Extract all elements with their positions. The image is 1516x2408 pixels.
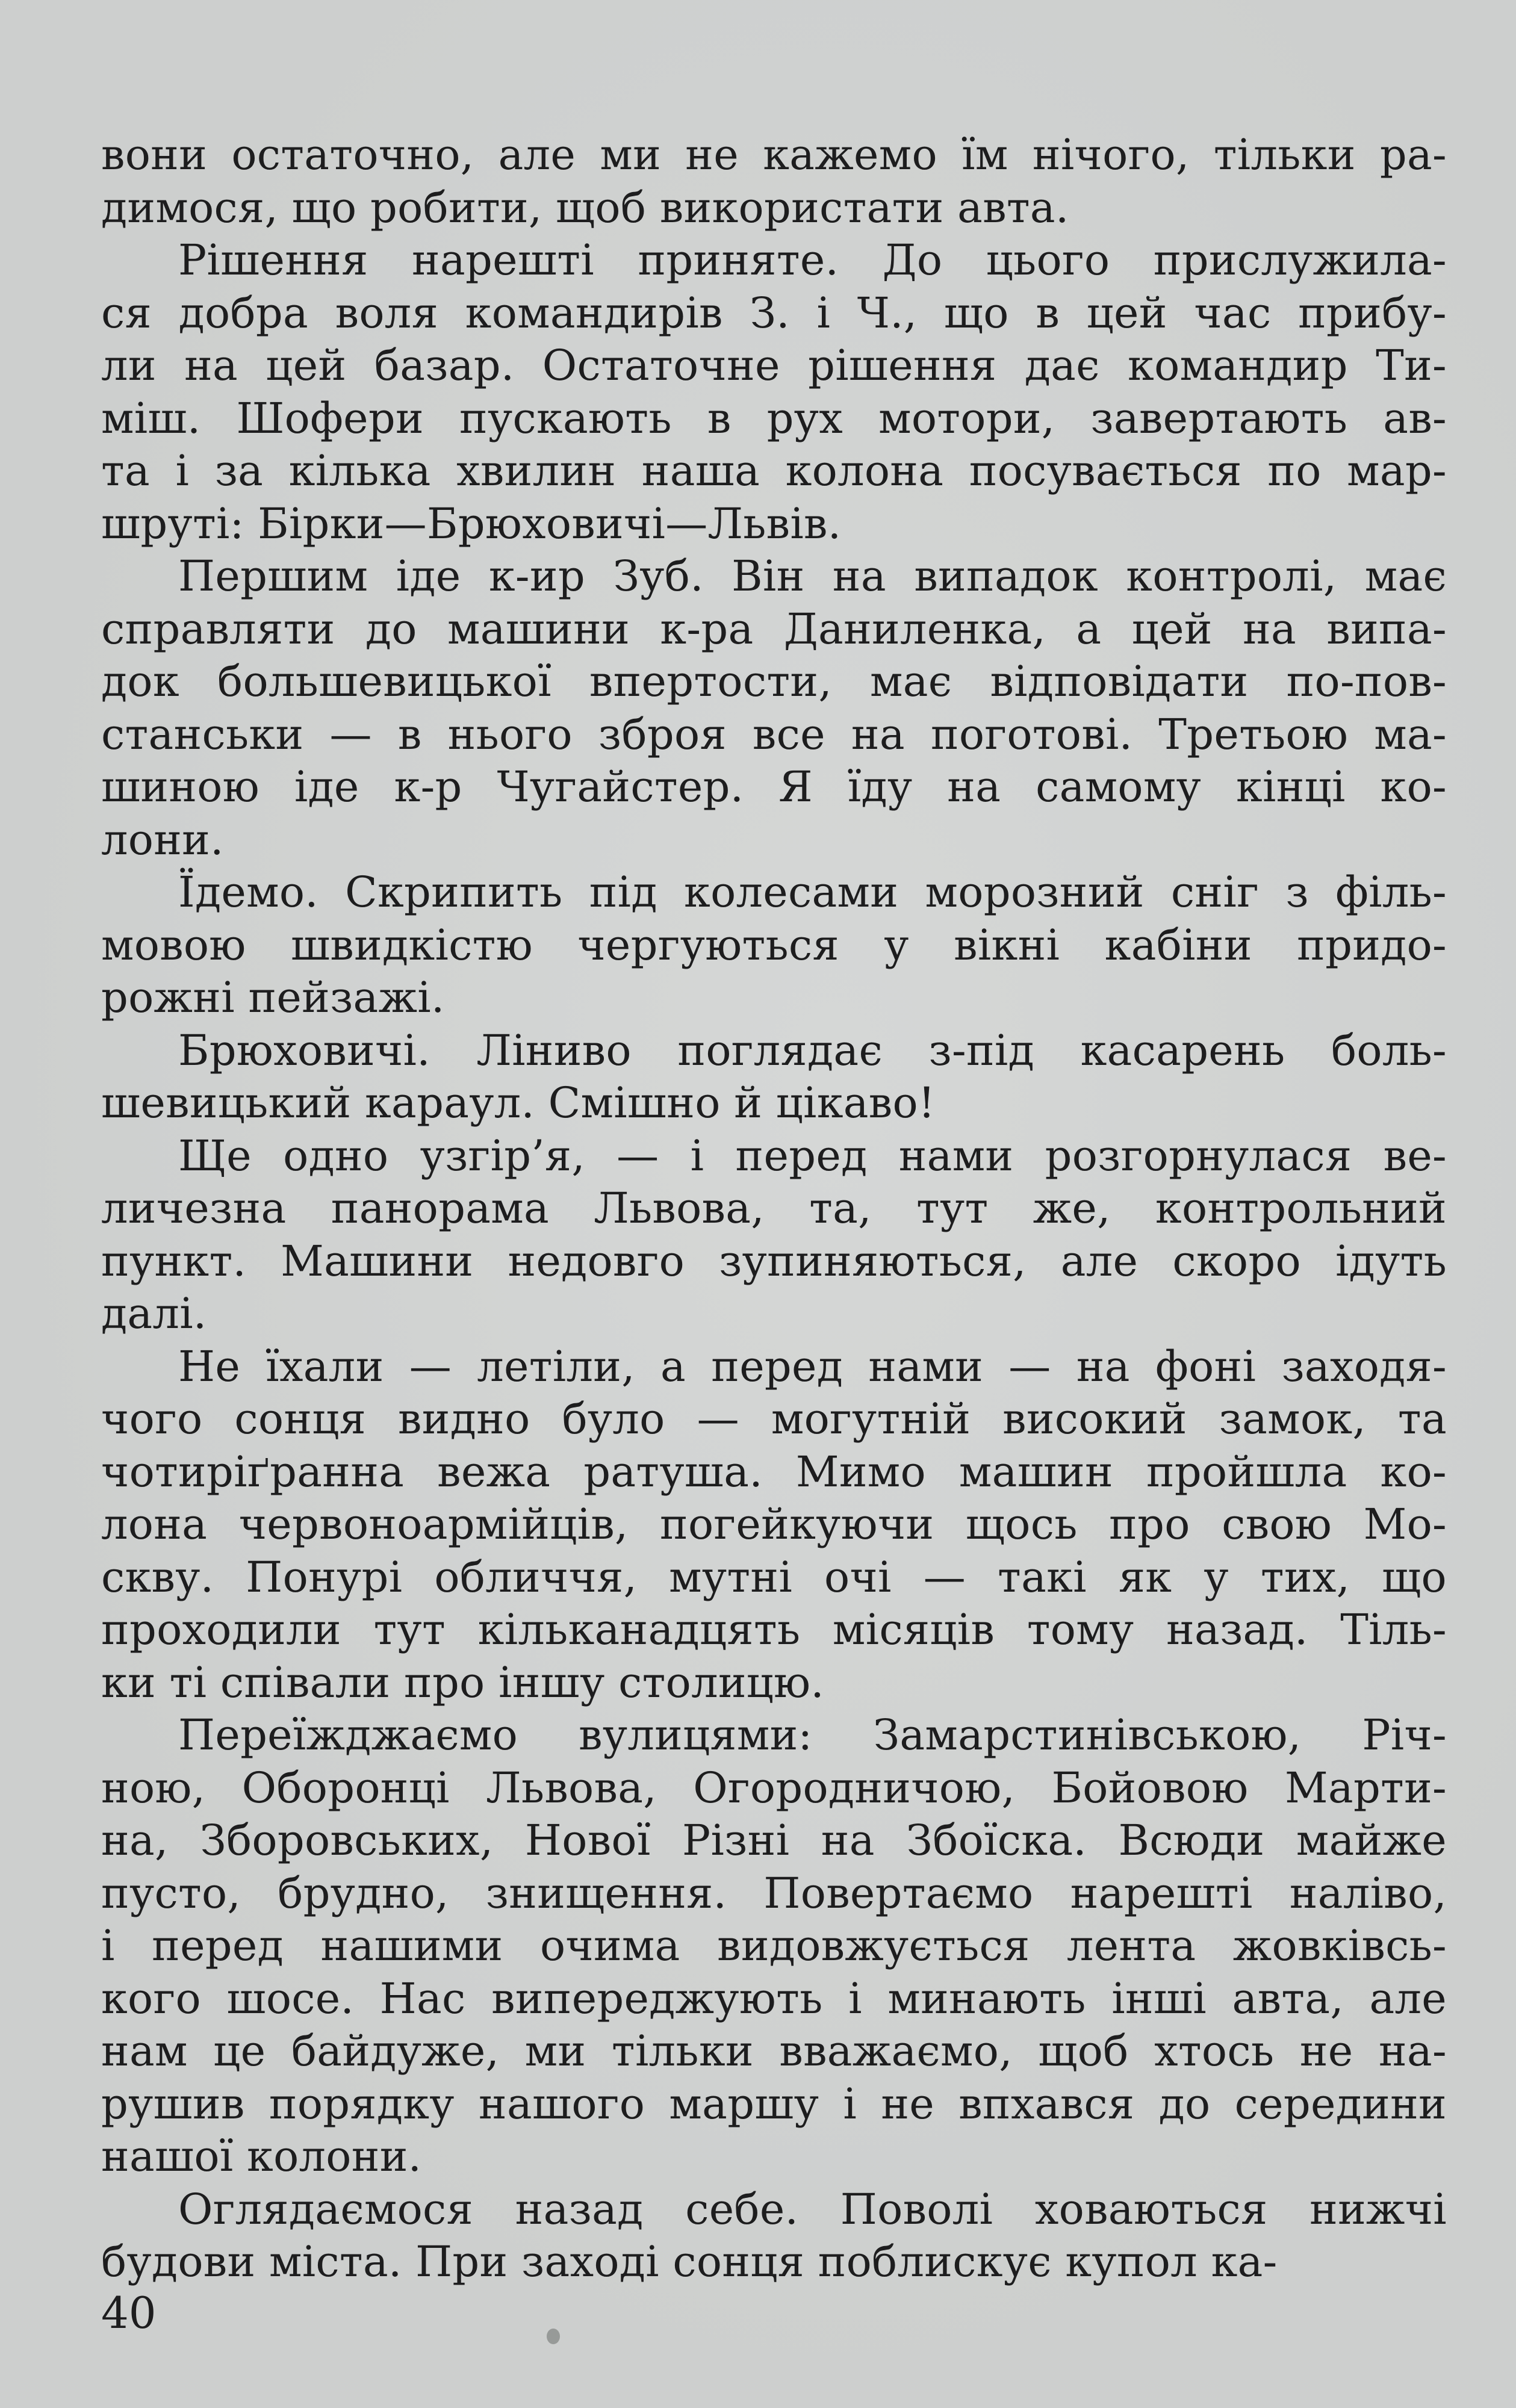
paragraph	[101, 1709, 1447, 2183]
text-line: Переїжджаємо вулицями: Замарстинівською, Річ-	[178, 1710, 1447, 1760]
paragraph	[101, 129, 1447, 234]
text-line: пункт. Машини недовго зупиняються, але скоро ідуть	[101, 1236, 1447, 1286]
text-line: чого сонця видно було — могутній високий замок, та	[101, 1394, 1447, 1444]
text-line: справляти до машини к-ра Даниленка, а цей на випа-	[101, 604, 1447, 654]
text-line: пусто, брудно, знищення. Повертаємо нарешті наліво,	[101, 1868, 1447, 1918]
ink-speck	[547, 2329, 560, 2344]
text-line: ною, Оборонці Львова, Огородничою, Бойовою Марти-	[101, 1763, 1447, 1813]
text-line: чотиріґранна вежа ратуша. Мимо машин пройшла ко-	[101, 1447, 1447, 1497]
text-line: шиною іде к-р Чугайстер. Я їду на самому кінці ко-	[101, 762, 1447, 811]
text-line: вони остаточно, але ми не кажемо їм нічого, тільки ра-	[101, 130, 1447, 179]
text-line: Не їхали — летіли, а перед нами — на фоні заходя-	[178, 1341, 1447, 1391]
text-line: кого шосе. Нас випереджують і минають інші авта, але	[101, 1973, 1447, 2023]
text-line: рушив порядку нашого маршу і не впхався до середини	[101, 2079, 1447, 2129]
text-line: далі.	[101, 1289, 207, 1338]
text-line: нам це байдуже, ми тільки вважаємо, щоб хтось не на-	[101, 2026, 1447, 2076]
text-line: Рішення нарешті приняте. До цього прислужила-	[178, 235, 1447, 285]
text-line: Оглядаємося назад себе. Поволі ховаються нижчі	[178, 2184, 1447, 2234]
text-line: і перед нашими очима видовжується лента жовківсь-	[101, 1921, 1447, 1970]
paragraph	[101, 866, 1447, 1025]
body-text	[101, 129, 1447, 2289]
text-line: ся добра воля командирів З. і Ч., що в цей час прибу-	[101, 288, 1447, 338]
paragraph	[101, 1130, 1447, 1341]
text-line: будови міста. При заході сонця поблискує купол ка-	[101, 2237, 1278, 2286]
text-line: станськи — в нього зброя все на поготові. Третьою ма-	[101, 709, 1447, 759]
text-line: рожні пейзажі.	[101, 973, 445, 1022]
text-line: міш. Шофери пускають в рух мотори, завертають ав-	[101, 393, 1447, 443]
text-line: Першим іде к-ир Зуб. Він на випадок контролі, має	[178, 551, 1447, 601]
text-line: та і за кілька хвилин наша колона посувається по мар-	[101, 446, 1447, 495]
paragraph	[101, 2183, 1447, 2289]
text-line: личезна панорама Львова, та, тут же, контрольний	[101, 1184, 1447, 1233]
text-line: димося, що робити, щоб використати авта.	[101, 182, 1069, 232]
text-line: Брюховичі. Ліниво поглядає з-під касарень боль-	[178, 1025, 1447, 1075]
text-line: мовою швидкістю чергуються у вікні кабіни придо-	[101, 920, 1447, 970]
text-line: шруті: Бірки—Брюховичі—Львів.	[101, 498, 842, 548]
text-line: нашої колони.	[101, 2132, 422, 2181]
paragraph	[101, 550, 1447, 866]
text-line: скву. Понурі обличчя, мутні очі — такі як у тих, що	[101, 1552, 1447, 1602]
paragraph	[101, 234, 1447, 550]
text-line: лони.	[101, 815, 224, 864]
paragraph	[101, 1341, 1447, 1710]
paragraph	[101, 1025, 1447, 1130]
text-line: шевицький караул. Смішно й цікаво!	[101, 1078, 936, 1128]
text-line: док большевицької впертости, має відповідати по-пов-	[101, 657, 1447, 706]
text-line: ки ті співали про іншу столицю.	[101, 1657, 824, 1707]
text-line: проходили тут кільканадцять місяців тому назад. Тіль-	[101, 1605, 1447, 1654]
text-line: на, Зборовських, Нової Різні на Збоїска. Всюди майже	[101, 1816, 1447, 1865]
text-line: Їдемо. Скрипить під колесами морозний сніг з філь-	[178, 867, 1447, 917]
text-line: ли на цей базар. Остаточне рішення дає командир Ти-	[101, 341, 1447, 390]
text-line: Ще одно узгір’я, — і перед нами розгорнулася ве-	[178, 1131, 1447, 1181]
text-line: лона червоноармійців, погейкуючи щось про свою Мо-	[101, 1500, 1447, 1549]
page-number: 40	[101, 2288, 157, 2338]
